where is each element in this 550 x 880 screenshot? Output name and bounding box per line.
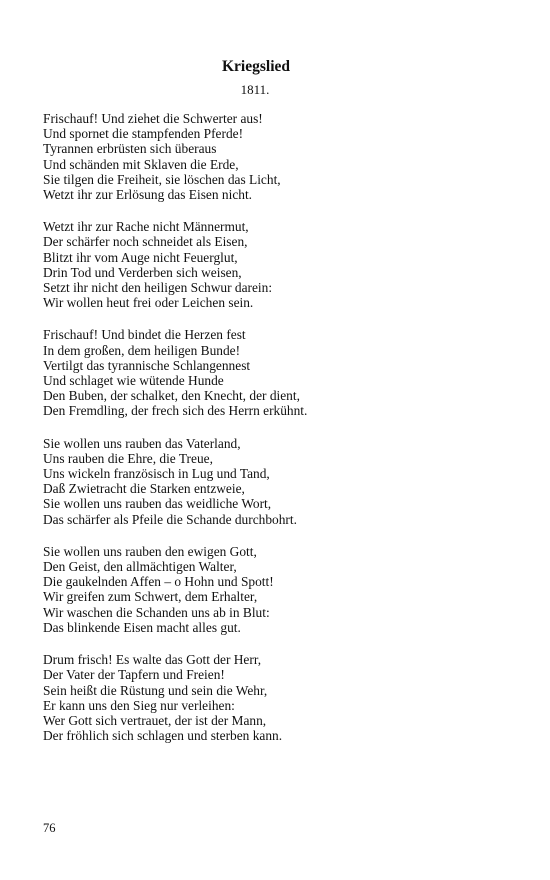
verse-line: Uns wickeln französisch in Lug und Tand,	[43, 466, 270, 482]
stanza-2	[43, 219, 513, 310]
stanza-3	[43, 327, 513, 418]
verse-line: Er kann uns den Sieg nur verleihen:	[43, 697, 235, 713]
verse-line: Wetzt ihr zur Rache nicht Männermut,	[43, 219, 249, 235]
verse-line: Den Geist, den allmächtigen Walter,	[43, 559, 237, 575]
verse-line: Der Vater der Tapfern und Freien!	[43, 667, 225, 683]
verse-line: Frischauf! Und ziehet die Schwerter aus!	[43, 111, 263, 126]
verse-line: Drin Tod und Verderben sich weisen,	[43, 264, 242, 280]
verse-line: Und schänden mit Sklaven die Erde,	[43, 156, 239, 172]
verse-line: Vertilgt das tyrannische Schlangennest	[43, 357, 251, 373]
verse-line: Wir waschen die Schanden uns ab in Blut:	[43, 604, 270, 620]
verse-line: Das blinkende Eisen macht alles gut.	[43, 619, 241, 635]
verse-line: In dem großen, dem heiligen Bunde!	[43, 342, 241, 358]
verse-line: Sein heißt die Rüstung und sein die Wehr,	[43, 682, 268, 698]
verse-line: Daß Zwietracht die Starken entzweie,	[43, 481, 245, 497]
verse-line: Den Fremdling, der frech sich des Herrn erkühnt.	[43, 403, 308, 419]
verse-line: Uns rauben die Ehre, die Treue,	[43, 450, 213, 466]
stanza-1	[43, 111, 513, 202]
verse-line: Und spornet die stampfenden Pferde!	[43, 126, 244, 142]
verse-line: Der fröhlich sich schlagen und sterben kann.	[43, 728, 283, 744]
stanza-4	[43, 436, 513, 527]
verse-line: Wir greifen zum Schwert, dem Erhalter,	[43, 589, 258, 605]
verse-line: Den Buben, der schalket, den Knecht, der dient,	[43, 388, 300, 404]
verse-line: Drum frisch! Es walte das Gott der Herr,	[43, 652, 262, 668]
verse-line: Blitzt ihr vom Auge nicht Feuerglut,	[43, 249, 238, 265]
verse-line: Sie tilgen die Freiheit, sie löschen das Licht,	[43, 171, 281, 187]
poem-year: 1811.	[240, 82, 270, 97]
verse-line: Sie wollen uns rauben den ewigen Gott,	[43, 543, 257, 559]
verse-line: Sie wollen uns rauben das weidliche Wort,	[43, 496, 272, 512]
poem-body	[43, 111, 513, 760]
verse-line: Tyrannen erbrüsten sich überaus	[43, 141, 217, 157]
verse-line: Wetzt ihr zur Erlösung das Eisen nicht.	[43, 187, 253, 203]
stanza-6	[43, 652, 513, 743]
verse-line: Sie wollen uns rauben das Vaterland,	[43, 435, 241, 451]
verse-line: Wer Gott sich vertrauet, der ist der Mann,	[43, 712, 267, 728]
poem-title: Kriegslied	[221, 58, 291, 75]
verse-line: Wir wollen heut frei oder Leichen sein.	[43, 295, 254, 311]
verse-line: Die gaukelnden Affen – o Hohn und Spott!	[43, 574, 274, 590]
verse-line: Das schärfer als Pfeile die Schande durchbohrt.	[43, 511, 297, 527]
verse-line: Und schlaget wie wütende Hunde	[43, 373, 224, 389]
verse-line: Setzt ihr nicht den heiligen Schwur darein:	[43, 280, 273, 296]
verse-line: Frischauf! Und bindet die Herzen fest	[43, 327, 246, 343]
page-number: 76	[43, 821, 56, 835]
verse-line: Der schärfer noch schneidet als Eisen,	[43, 234, 248, 250]
stanza-5	[43, 544, 513, 635]
